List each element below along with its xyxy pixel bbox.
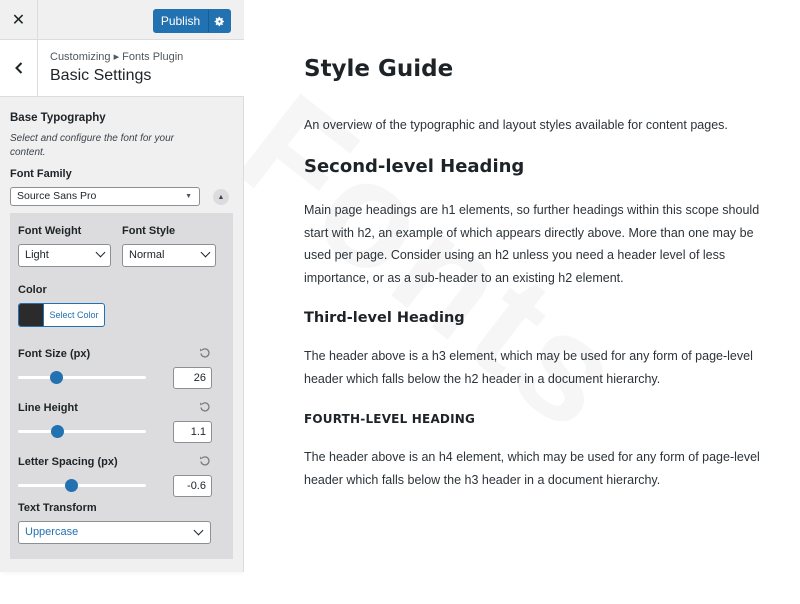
color-picker-button[interactable] bbox=[18, 303, 105, 327]
heading-1: Style Guide bbox=[304, 56, 454, 82]
collapse-toggle-button[interactable] bbox=[213, 189, 229, 205]
letter-spacing-label: Letter Spacing (px) bbox=[18, 456, 118, 468]
font-weight-label: Font Weight bbox=[18, 225, 82, 237]
font-weight-value: Light bbox=[25, 249, 49, 261]
publish-button[interactable]: Publish bbox=[153, 9, 208, 33]
letter-spacing-input[interactable]: -0.6 bbox=[173, 475, 212, 497]
chevron-down-icon bbox=[201, 248, 211, 258]
close-icon: ✕ bbox=[11, 12, 26, 29]
chevron-left-icon bbox=[14, 62, 24, 74]
h3-paragraph: The header above is a h3 element, which may be used for any form of page-level header which falls below the h2 header in a document hierarchy. bbox=[304, 349, 753, 386]
h4-paragraph: The header above is an h4 element, which may be used for any form of page-level header which falls below the h3 header in a document hierarchy. bbox=[304, 450, 760, 487]
line-height-slider-track[interactable] bbox=[18, 430, 146, 433]
text-transform-select[interactable] bbox=[18, 521, 211, 544]
color-label: Color bbox=[18, 284, 47, 296]
line-height-input[interactable]: 1.1 bbox=[173, 421, 212, 443]
font-family-select[interactable] bbox=[10, 187, 200, 206]
letter-spacing-slider-track[interactable] bbox=[18, 484, 146, 487]
back-button[interactable] bbox=[0, 40, 38, 96]
h2-paragraph: Main page headings are h1 elements, so further headings within this scope should start with h2, an example of which appears directly above. More than one may be used per page. Consider using an h2 unless you need a header level of less importance, or as a sub-header to an existing h2 element. bbox=[304, 203, 760, 285]
text-transform-label: Text Transform bbox=[18, 502, 97, 514]
publish-controls bbox=[153, 9, 231, 33]
breadcrumb: Customizing ▸ Fonts Plugin bbox=[50, 51, 184, 63]
site-preview bbox=[244, 0, 800, 604]
font-settings-panel bbox=[10, 213, 233, 559]
reset-icon[interactable] bbox=[199, 455, 211, 467]
font-family-label: Font Family bbox=[10, 168, 72, 180]
reset-icon[interactable] bbox=[199, 347, 211, 359]
chevron-down-icon bbox=[96, 248, 106, 258]
publish-settings-button[interactable] bbox=[208, 9, 231, 33]
base-typography-description: Select and configure the font for your content. bbox=[10, 133, 174, 158]
font-size-slider-thumb[interactable] bbox=[50, 371, 63, 384]
font-size-label: Font Size (px) bbox=[18, 348, 91, 360]
section-header bbox=[0, 40, 244, 97]
line-height-label: Line Height bbox=[18, 402, 78, 414]
customizer-sidebar bbox=[0, 0, 244, 572]
heading-3: Third-level Heading bbox=[304, 310, 465, 326]
close-customizer-button[interactable] bbox=[0, 0, 38, 40]
intro-paragraph: An overview of the typographic and layout styles available for content pages. bbox=[304, 118, 728, 132]
section-title: Basic Settings bbox=[50, 67, 152, 84]
customizer-header bbox=[0, 0, 244, 40]
caret-up-icon: ▲ bbox=[217, 193, 225, 201]
chevron-down-icon bbox=[194, 526, 204, 536]
font-size-input[interactable]: 26 bbox=[173, 367, 212, 389]
caret-down-icon: ▼ bbox=[185, 193, 192, 200]
reset-icon[interactable] bbox=[199, 401, 211, 413]
select-color-label: Select Color bbox=[43, 304, 104, 326]
font-style-select[interactable] bbox=[122, 244, 216, 267]
font-style-value: Normal bbox=[129, 249, 165, 261]
text-transform-value: Uppercase bbox=[25, 526, 79, 538]
heading-4: FOURTH-LEVEL HEADING bbox=[304, 412, 476, 426]
font-style-label: Font Style bbox=[122, 225, 176, 237]
font-size-slider-track[interactable] bbox=[18, 376, 146, 379]
gear-icon bbox=[214, 16, 225, 27]
letter-spacing-slider-thumb[interactable] bbox=[65, 479, 78, 492]
base-typography-heading: Base Typography bbox=[10, 112, 106, 124]
color-swatch bbox=[19, 304, 43, 326]
font-family-value: Source Sans Pro bbox=[17, 190, 97, 202]
line-height-slider-thumb[interactable] bbox=[51, 425, 64, 438]
heading-2: Second-level Heading bbox=[304, 156, 525, 177]
font-weight-select[interactable] bbox=[18, 244, 111, 267]
